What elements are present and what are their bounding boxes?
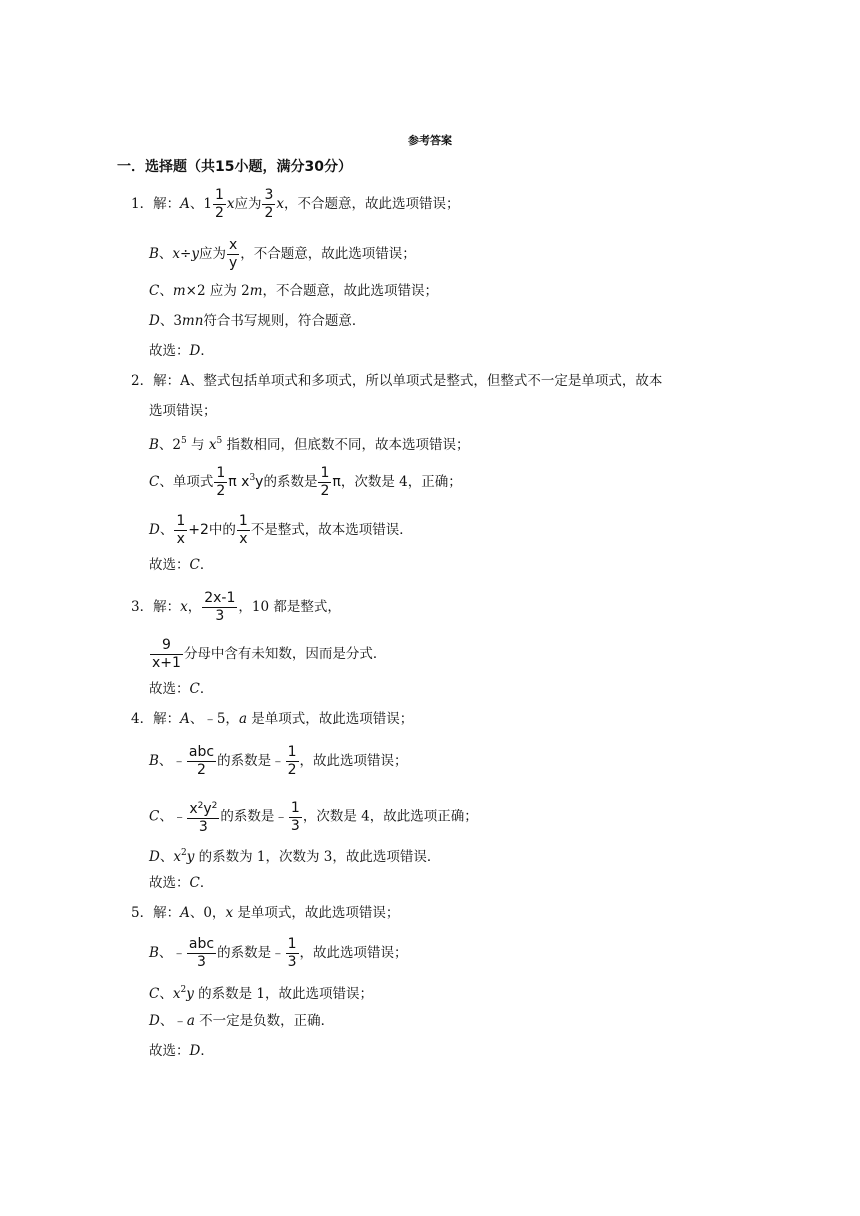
q5-line-a: 5．解：A、0，x 是单项式，故此选项错误；	[131, 905, 400, 921]
fraction: $\frac{1}{2}$	[287, 744, 297, 778]
q3-line-b: $\frac{9}{x+1}$ 分母中含有未知数，因而是分式．	[152, 637, 387, 671]
fraction: $\frac{1}{x}$	[238, 513, 248, 547]
fraction: $\frac{1}{2}$	[320, 465, 330, 499]
q2-line-a-cont: 选项错误；	[149, 403, 217, 419]
q2-line-a: 2．解：A、整式包括单项式和多项式，所以单项式是整式，但整式不一定是单项式，故本	[131, 373, 663, 389]
q2-line-b: B、$2^5$ 与 $x^5$ 指数相同，但底数不同，故本选项错误；	[149, 436, 470, 453]
q3-answer: 故选：C．	[149, 681, 214, 697]
fraction: $\frac{3}{2}$	[264, 187, 274, 221]
fraction: $\frac{x}{y}$	[229, 237, 238, 271]
q2-line-d: D、 $\frac{1}{x}$ +2中的 $\frac{1}{x}$ 不是整式，故本选项错误．	[149, 513, 413, 547]
fraction: $\frac{1}{2}$	[216, 465, 226, 499]
q1-line-a: 1．解：A、1 $\frac{1}{2}$ x应为 $\frac{3}{2}$ x，不合题意，故此选项错误；	[131, 187, 460, 221]
fraction: $\frac{1}{3}$	[287, 936, 297, 970]
q1-answer: 故选：D．	[149, 343, 214, 359]
q2-answer: 故选：C．	[149, 557, 214, 573]
q4-line-b: B、﹣ $\frac{\text{abc}}{2}$ 的系数是﹣ $\frac{1}{2}$ ，故此选项错误；	[149, 744, 408, 778]
fraction: $\frac{1}{2}$	[214, 187, 224, 221]
q5-answer: 故选：D．	[149, 1043, 214, 1059]
q2-line-c: C、单项式 $\frac{1}{2}$ π $x^3y$的系数是 $\frac{1}{2}$ π，次数是 4，正确；	[149, 465, 462, 499]
q4-line-c: C、﹣ $\frac{x^2y^2}{3}$ 的系数是﹣ $\frac{1}{3}$ ，次数是 4，故此选项正确；	[149, 799, 478, 835]
section-heading: 一．选择题（共15小题，满分30分）	[117, 159, 352, 175]
q1-line-d: D、3mn符合书写规则，符合题意．	[149, 313, 366, 329]
fraction: $\frac{1}{x}$	[176, 513, 186, 547]
fraction: $\frac{9}{x+1}$	[152, 637, 181, 671]
q1-line-c: C、m×2 应为 2m，不合题意，故此选项错误；	[149, 283, 439, 299]
q4-line-a: 4．解：A、﹣5，a 是单项式，故此选项错误；	[131, 711, 414, 727]
page-title: 参考答案	[408, 134, 452, 147]
q3-line-a: 3．解：x， $\frac{2x-1}{3}$ ，10 都是整式，	[131, 590, 341, 624]
q4-line-d: D、$x^2y$ 的系数为 1，次数为 3，故此选项错误．	[149, 848, 441, 865]
fraction: $\frac{\text{abc}}{3}$	[188, 936, 215, 970]
fraction: $\frac{\text{abc}}{2}$	[188, 744, 215, 778]
q1-line-b: B、x÷y应为 $\frac{x}{y}$ ，不合题意，故此选项错误；	[149, 237, 416, 271]
q5-line-b: B、﹣ $\frac{\text{abc}}{3}$ 的系数是﹣ $\frac{1}{3}$ ，故此选项错误；	[149, 936, 408, 970]
q5-line-d: D、﹣a 不一定是负数，正确．	[149, 1013, 335, 1029]
fraction: $\frac{2x-1}{3}$	[204, 590, 236, 624]
q5-line-c: C、$x^2y$ 的系数是 1，故此选项错误；	[149, 985, 374, 1002]
fraction: $\frac{1}{3}$	[290, 799, 300, 834]
q4-answer: 故选：C．	[149, 875, 214, 891]
fraction: $\frac{x^2y^2}{3}$	[187, 798, 219, 836]
